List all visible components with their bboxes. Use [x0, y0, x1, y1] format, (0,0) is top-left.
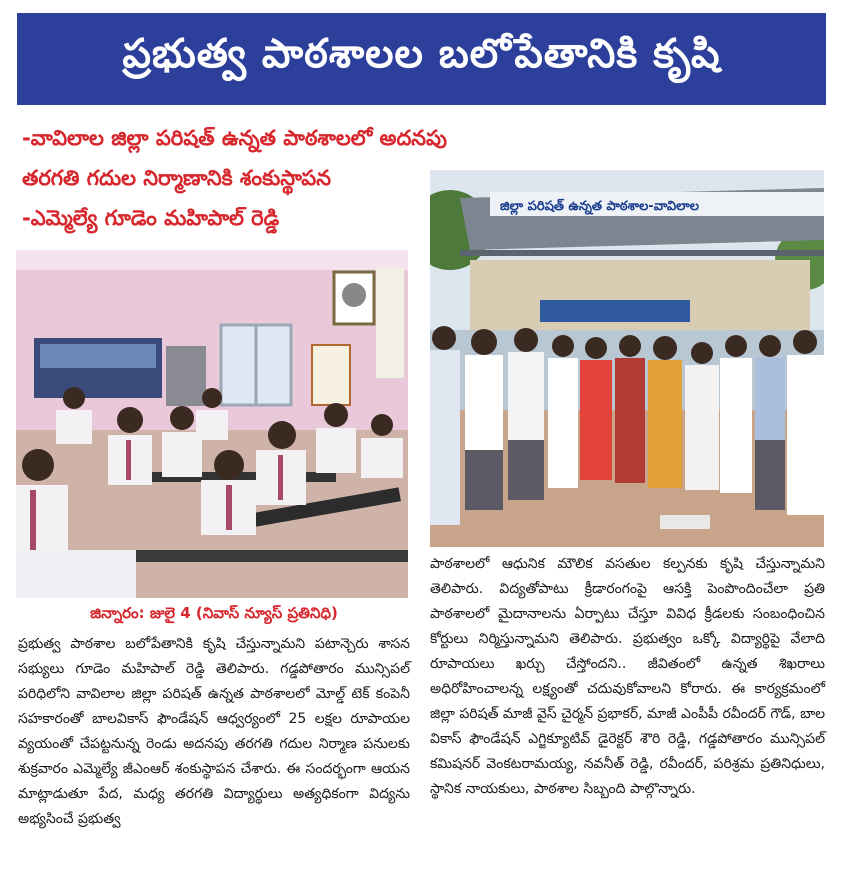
- headline: ప్రభుత్వ పాఠశాలల బలోపేతానికి కృషి: [122, 31, 721, 77]
- right-column: [430, 552, 825, 802]
- left-body-text: ప్రభుత్వ పాఠశాల బలోపేతానికి కృషి చేస్తున్నామని పటాన్చెరు శాసన సభ్యులు గూడెం మహిపాల్ రెడ్డి తెలిపారు. గడ్డపోతారం మున్సిపల్ పరిధిలోని వావిలాల జిల్లా పరిషత్ ఉన్నత పాఠశాలలో మోల్డ్ టెక్ కంపెనీ సహకారంతో బాలవికాస్ ఫౌండేషన్ ఆధ్వర్యంలో 25 లక్షల రూపాయల వ్యయంతో చేపట్టనున్న రెండు అదనపు తరగతి గదుల నిర్మాణ పనులకు శుక్రవారం ఎమ్మెల్యే జీఎంఆర్ శంకుస్థాపన చేశారు. ఈ సందర్భంగా ఆయన మాట్లాడుతూ పేద, మధ్య తరగతి విద్యార్థులు అత్యధికంగా విద్యను అభ్యసించే ప్రభుత్వ: [18, 636, 410, 827]
- headline-banner: [17, 13, 826, 105]
- right-body-text: పాఠశాలలో ఆధునిక మౌలిక వసతుల కల్పనకు కృషి చేస్తున్నామని తెలిపారు. విద్యతోపాటు క్రీడారంగంపై ఆసక్తి పెంపొందించేలా ప్రతి పాఠశాలలో మైదానాలను ఏర్పాటు చేస్తూ వివిధ క్రీడలకు సంబంధించిన కోర్టులు నిర్మిస్తున్నామని తెలిపారు. ప్రభుత్వం ఒక్కో విద్యార్థిపై వేలాది రూపాయలు ఖర్చు చేస్తోందని.. జీవితంలో ఉన్నత శిఖరాలు అధిరోహించాలన్న లక్ష్యంతో చదువుకోవాలని కోరారు. ఈ కార్యక్రమంలో జిల్లా పరిషత్ మాజీ వైస్ చైర్మన్ ప్రభాకర్, మాజీ ఎంపీపీ రవీందర్ గౌడ్, బాల వికాస్ ఫౌండేషన్ ఎగ్జిక్యూటివ్ డైరెక్టర్ శౌరి రెడ్డి, గడ్డపోతారం మున్సిపల్ కమిషనర్ వెంకటరామయ్య, నవనీత్ రెడ్డి, రవీందర్, పరిశ్రమ ప్రతినిధులు, స్థానిక నాయకులు, పాఠశాల సిబ్బంది పాల్గొన్నారు.: [430, 556, 826, 797]
- subheading-3: -ఎమ్మెల్యే గూడెం మహిపాల్ రెడ్డి: [22, 206, 280, 230]
- subheadings: [22, 118, 447, 238]
- subheading-1: -వావిలాల జిల్లా పరిషత్ ఉన్నత పాఠశాలలో అదనపు: [22, 126, 447, 150]
- subheading-2: తరగతి గదుల నిర్మాణానికి శంకుస్థాపన: [22, 166, 331, 190]
- ceremony-photo: [430, 170, 824, 547]
- classroom-photo: [16, 250, 408, 598]
- school-sign: జిల్లా పరిషత్ ఉన్నత పాఠశాల-వావిలాల: [500, 199, 699, 214]
- dateline: జిన్నారం: జులై 4 (నివాస్ న్యూస్ ప్రతినిధి): [90, 604, 338, 622]
- left-column: [18, 604, 410, 832]
